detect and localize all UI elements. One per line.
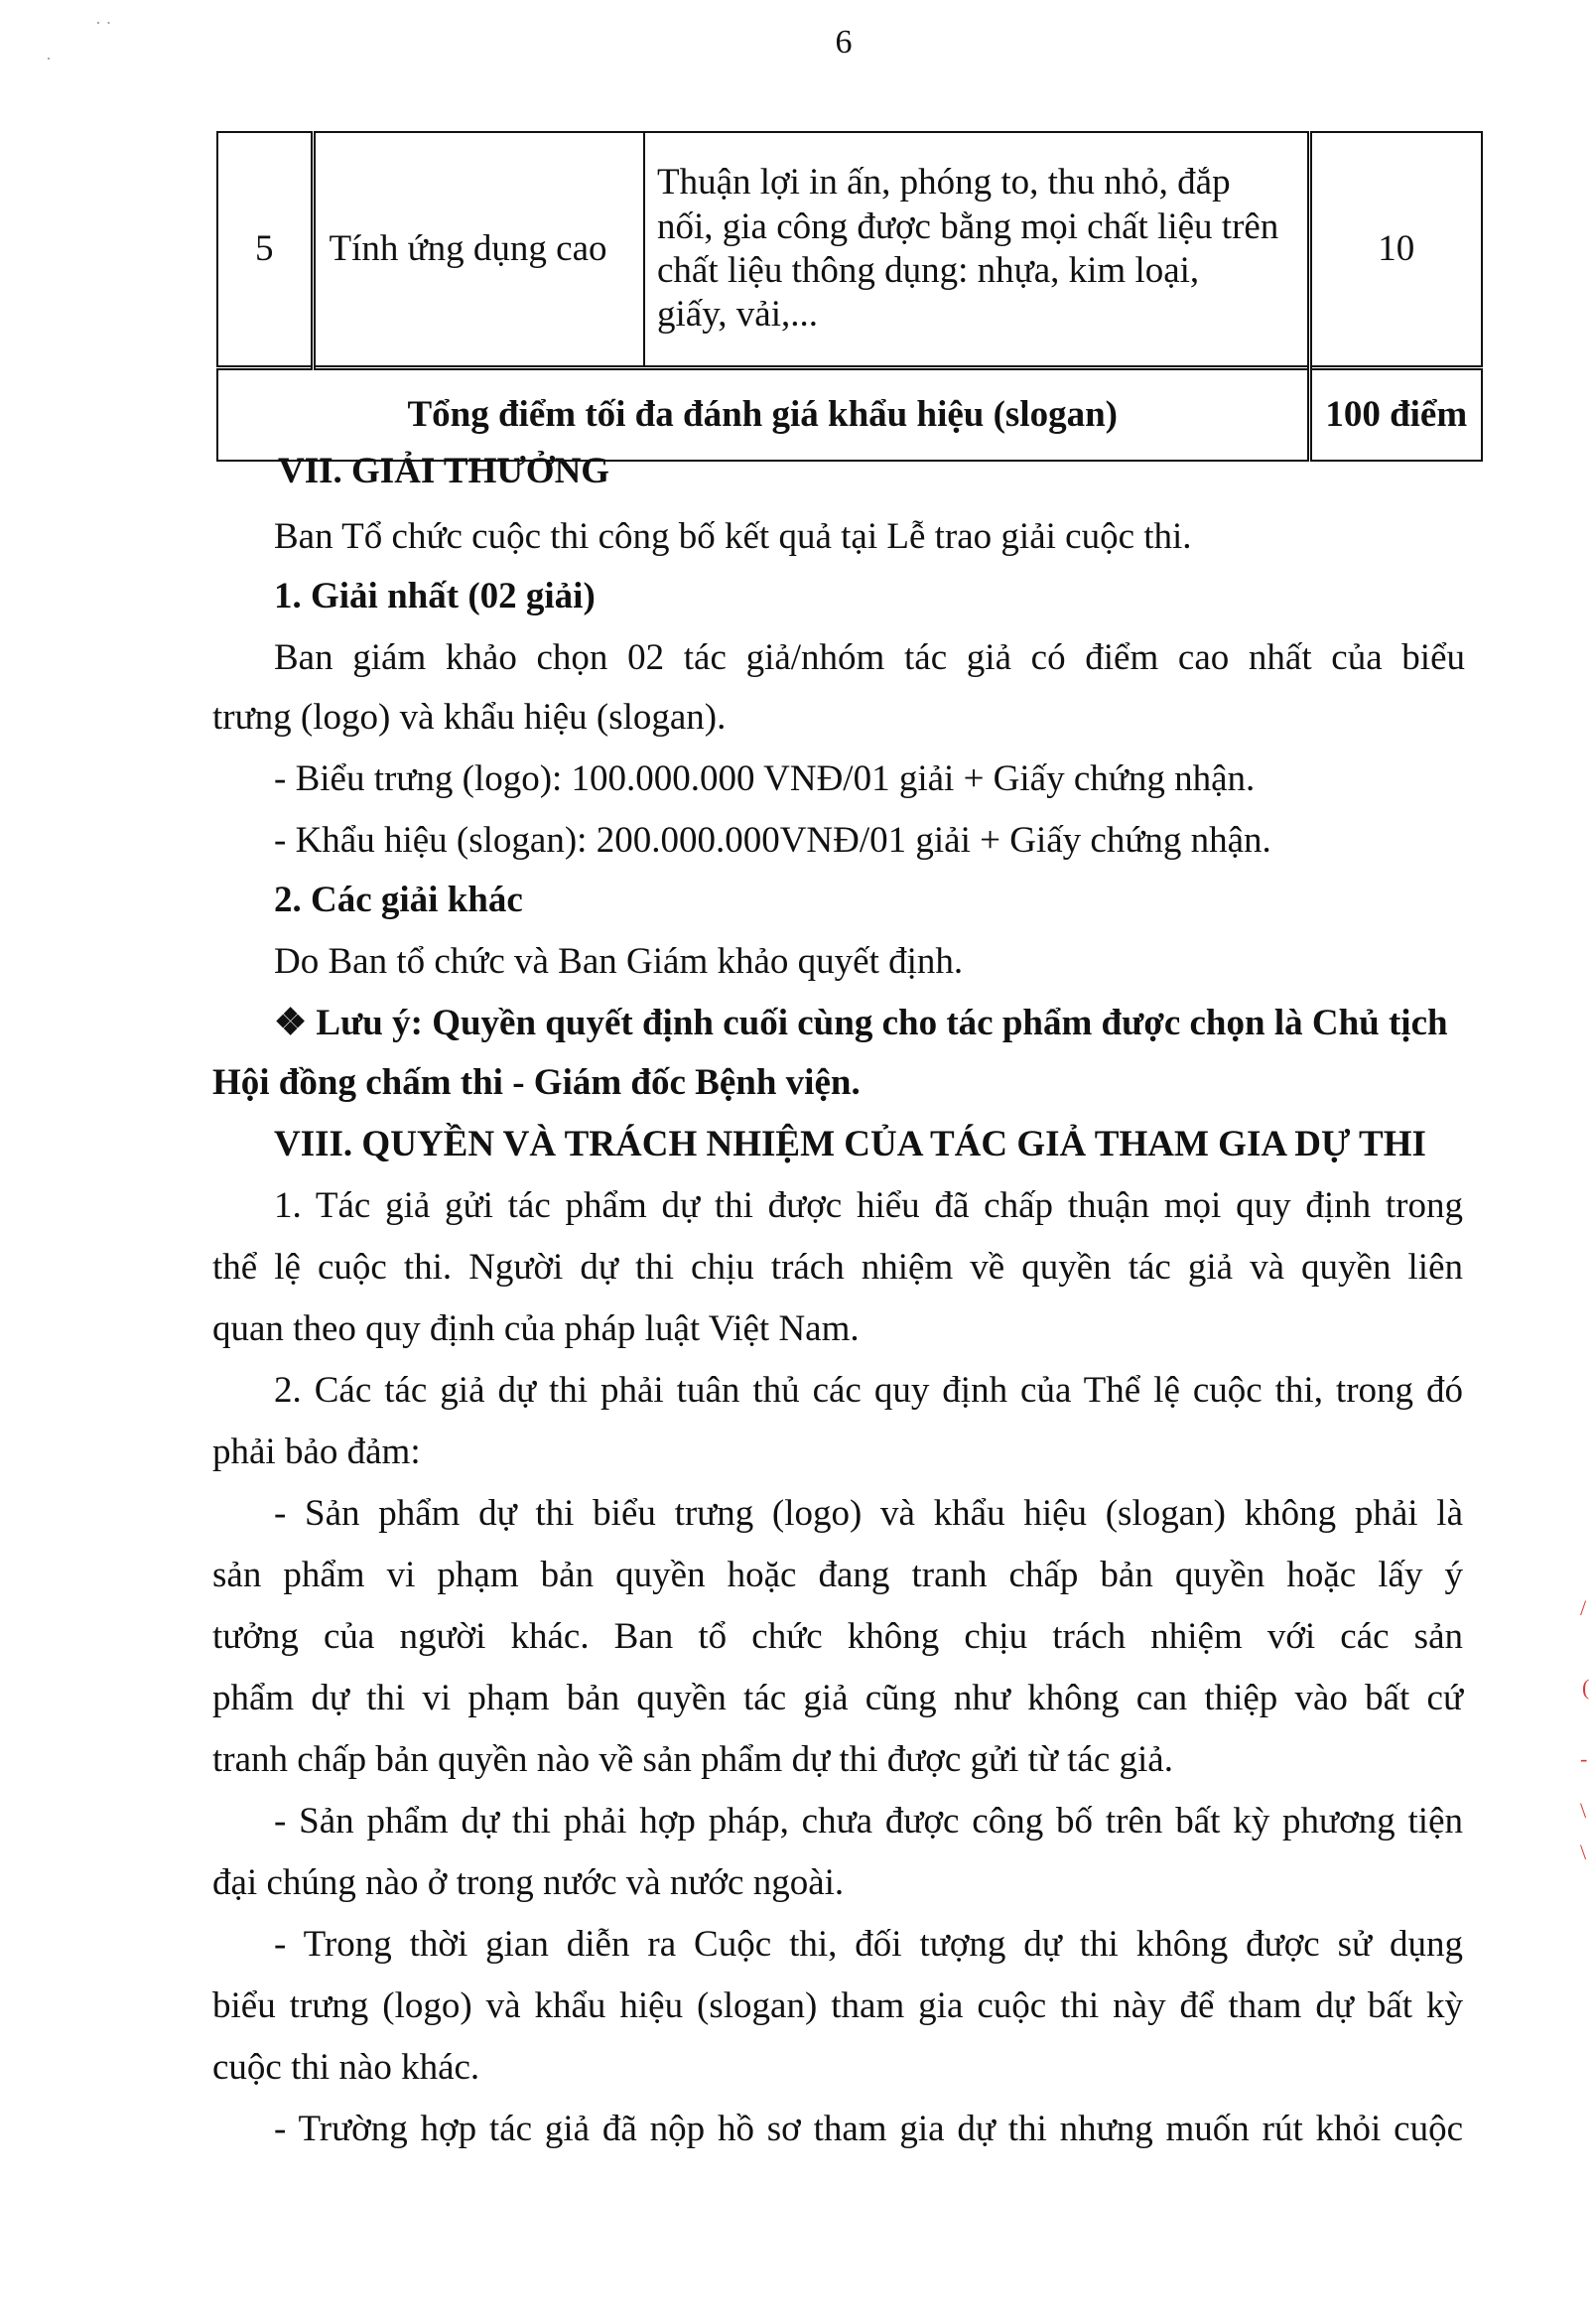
note-text-cont: Hội đồng chấm thi - Giám đốc Bệnh viện. <box>212 1062 861 1103</box>
criterion-score: 10 <box>1309 132 1482 368</box>
other-prizes-heading: 2. Các giải khác <box>274 880 523 920</box>
paragraph-line: tranh chấp bản quyền nào về sản phẩm dự thi được gửi từ tác giả. <box>212 1739 1173 1780</box>
criterion-name: Tính ứng dụng cao <box>313 132 644 368</box>
paragraph-line: - Trường hợp tác giả đã nộp hồ sơ tham gia dự thi nhưng muốn rút khỏi cuộc <box>274 2109 1463 2149</box>
first-prize-text: Ban giám khảo chọn 02 tác giả/nhóm tác giả có điểm cao nhất của biểu <box>274 637 1465 678</box>
description-line: chất liệu thông dụng: nhựa, kim loại, <box>657 250 1200 291</box>
description-line: Thuận lợi in ấn, phóng to, thu nhỏ, đắp <box>657 162 1231 204</box>
stamp-mark: - <box>1580 1746 1588 1771</box>
paragraph-line: 2. Các tác giả dự thi phải tuân thủ các quy định của Thể lệ cuộc thi, trong đó <box>274 1370 1463 1411</box>
diamond-bullet-icon: ❖ <box>274 1003 308 1043</box>
paragraph-line: - Sản phẩm dự thi biểu trưng (logo) và khẩu hiệu (slogan) không phải là <box>274 1493 1463 1534</box>
paragraph-line: quan theo quy định của pháp luật Việt Nam. <box>212 1308 860 1349</box>
note-line <box>274 1001 1448 1046</box>
note-text: Lưu ý: Quyền quyết định cuối cùng cho tác phẩm được chọn là Chủ tịch <box>316 1003 1448 1043</box>
paragraph-line: biểu trưng (logo) và khẩu hiệu (slogan) tham gia cuộc thi này để tham dự bất kỳ <box>212 1985 1463 2026</box>
paragraph-line: phẩm dự thi vi phạm bản quyền tác giả cũng như không can thiệp vào bất cứ <box>212 1678 1463 1718</box>
stamp-mark: \ <box>1580 1840 1587 1864</box>
slogan-prize: - Khẩu hiệu (slogan): 200.000.000VNĐ/01 giải + Giấy chứng nhận. <box>274 820 1271 861</box>
paragraph-line: đại chúng nào ở trong nước và nước ngoài. <box>212 1862 845 1903</box>
first-prize-text-cont: trưng (logo) và khẩu hiệu (slogan). <box>212 697 727 738</box>
other-prizes-text: Do Ban tổ chức và Ban Giám khảo quyết định. <box>274 941 964 982</box>
section-8-heading: VIII. QUYỀN VÀ TRÁCH NHIỆM CỦA TÁC GIẢ THAM GIA DỰ THI <box>274 1124 1426 1164</box>
paragraph-line: tưởng của người khác. Ban tổ chức không chịu trách nhiệm với các sản <box>212 1616 1463 1657</box>
paragraph-line: 1. Tác giả gửi tác phẩm dự thi được hiểu đã chấp thuận mọi quy định trong <box>274 1185 1463 1226</box>
description-line: nối, gia công được bằng mọi chất liệu trên <box>657 205 1279 247</box>
paragraph-line: - Trong thời gian diễn ra Cuộc thi, đối tượng dự thi không được sử dụng <box>274 1924 1463 1965</box>
criterion-description <box>644 132 1309 368</box>
first-prize-heading: 1. Giải nhất (02 giải) <box>274 576 596 616</box>
section-7-intro: Ban Tổ chức cuộc thi công bố kết quả tại Lễ trao giải cuộc thi. <box>274 516 1192 557</box>
page-number: 6 <box>835 24 853 61</box>
stamp-mark: ( <box>1582 1675 1590 1700</box>
description-line: giấy, vải,... <box>657 294 819 336</box>
paragraph-line: thể lệ cuộc thi. Người dự thi chịu trách nhiệm về quyền tác giả và quyền liên <box>212 1247 1463 1288</box>
stamp-mark: / <box>1580 1595 1587 1620</box>
paragraph-line: phải bảo đảm: <box>212 1432 421 1472</box>
scan-speck: · · <box>95 13 112 33</box>
scan-speck: · <box>46 49 52 68</box>
stamp-mark: \ <box>1580 1798 1587 1823</box>
total-score: 100 điểm <box>1309 368 1482 462</box>
paragraph-line: cuộc thi nào khác. <box>212 2047 480 2088</box>
table-row <box>217 132 1482 368</box>
row-number: 5 <box>217 132 313 368</box>
total-label: Tổng điểm tối đa đánh giá khẩu hiệu (slogan) <box>217 368 1309 462</box>
total-row <box>217 368 1482 462</box>
paragraph-line: sản phẩm vi phạm bản quyền hoặc đang tranh chấp bản quyền hoặc lấy ý <box>212 1555 1463 1595</box>
logo-prize: - Biểu trưng (logo): 100.000.000 VNĐ/01 giải + Giấy chứng nhận. <box>274 758 1256 799</box>
criteria-table <box>216 131 1483 462</box>
paragraph-line: - Sản phẩm dự thi phải hợp pháp, chưa được công bố trên bất kỳ phương tiện <box>274 1801 1463 1842</box>
section-7-heading: VII. GIẢI THƯỞNG <box>278 451 610 491</box>
